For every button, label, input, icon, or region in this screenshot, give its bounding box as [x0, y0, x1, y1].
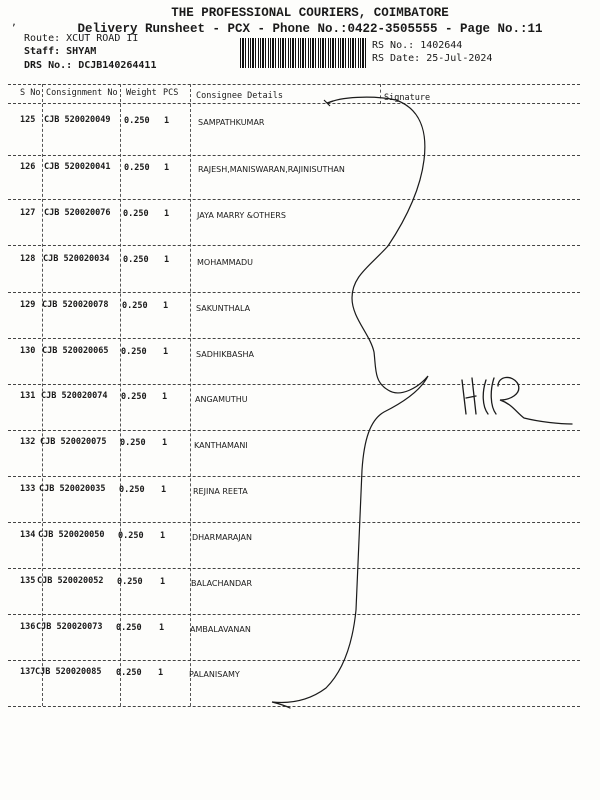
row-pcs: 1 [164, 163, 170, 173]
row-consignment: CJB 520020073 [36, 622, 103, 632]
row-consignee: RAJESH,MANISWARAN,RAJINISUTHAN [198, 165, 345, 174]
row-sno: 131 [20, 391, 36, 401]
col-consignee: Consignee Details [196, 91, 283, 101]
row-consignee: SAKUNTHALA [196, 304, 251, 313]
row-consignment: CJB 520020065 [42, 346, 109, 356]
row-pcs: 1 [160, 531, 166, 541]
row-consignment: CJB 520020050 [38, 530, 105, 540]
row-consignee: REJINA REETA [193, 487, 248, 496]
row-consignment: CJB 520020035 [39, 484, 106, 494]
row-sno: 130 [20, 346, 36, 356]
row-weight: 0.250 [116, 668, 142, 678]
row-consignment: CJB 520020075 [40, 437, 107, 447]
row-weight: 0.250 [120, 438, 146, 448]
route-value: XCUT ROAD II [66, 33, 139, 44]
staff-label: Staff: [24, 46, 61, 57]
row-consignee: BALACHANDAR [191, 579, 253, 588]
row-weight: 0.250 [119, 485, 145, 495]
drs-value: DCJB140264411 [78, 60, 157, 71]
row-consignee: KANTHAMANI [194, 441, 248, 450]
row-consignment: CJB 520020041 [44, 162, 111, 172]
row-sno: 134 [20, 530, 36, 540]
staff-value: SHYAM [66, 46, 97, 57]
row-consignee: AMBALAVANAN [190, 625, 251, 634]
row-pcs: 1 [159, 623, 165, 633]
rs-date-label: RS Date: [372, 53, 421, 64]
rs-date-value: 25-Jul-2024 [426, 53, 493, 64]
col-pcs: PCS [163, 88, 179, 98]
row-pcs: 1 [158, 668, 164, 678]
row-pcs: 1 [161, 485, 167, 495]
row-sno: 128 [20, 254, 36, 264]
row-weight: 0.250 [122, 301, 148, 311]
col-sno: S No [20, 88, 41, 98]
row-weight: 0.250 [116, 623, 142, 633]
row-weight: 0.250 [121, 392, 147, 402]
row-sno: 136 [20, 622, 36, 632]
row-sno: 125 [20, 115, 36, 125]
row-sno: 133 [20, 484, 36, 494]
row-consignee: JAYA MARRY &OTHERS [197, 211, 286, 220]
company-title: THE PROFESSIONAL COURIERS, COIMBATORE [171, 6, 449, 20]
col-weight: Weight [126, 88, 157, 98]
row-sno: 137 [20, 667, 36, 677]
row-pcs: 1 [164, 116, 170, 126]
row-sno: 127 [20, 208, 36, 218]
row-consignment: CJB 520020085 [35, 667, 102, 677]
row-consignee: ANGAMUTHU [195, 395, 248, 404]
row-weight: 0.250 [123, 255, 149, 265]
row-weight: 0.250 [118, 531, 144, 541]
col-signature: Signature [384, 93, 431, 103]
row-pcs: 1 [160, 577, 166, 587]
row-consignee: DHARMARAJAN [192, 533, 252, 542]
row-weight: 0.250 [123, 209, 149, 219]
route-label: Route: [24, 33, 61, 44]
rs-no-label: RS No.: [372, 40, 415, 51]
row-weight: 0.250 [124, 163, 150, 173]
row-pcs: 1 [163, 301, 169, 311]
stray-mark: , [11, 17, 18, 28]
row-pcs: 1 [162, 392, 168, 402]
row-pcs: 1 [164, 255, 170, 265]
row-weight: 0.250 [124, 116, 150, 126]
row-consignee: SAMPATHKUMAR [198, 118, 265, 127]
row-sno: 135 [20, 576, 36, 586]
row-sno: 132 [20, 437, 36, 447]
col-consignment: Consignment No [46, 88, 118, 98]
runsheet-title: Delivery Runsheet - PCX - Phone No.:0422-3505555 - Page No.:11 [77, 22, 543, 36]
row-pcs: 1 [163, 347, 169, 357]
row-pcs: 1 [162, 438, 168, 448]
row-consignment: CJB 520020078 [42, 300, 109, 310]
row-consignee: PALANISAMY [189, 670, 240, 679]
row-sno: 129 [20, 300, 36, 310]
row-consignment: CJB 520020034 [43, 254, 110, 264]
row-consignment: CJB 520020076 [44, 208, 111, 218]
row-consignment: CJB 520020049 [44, 115, 111, 125]
row-weight: 0.250 [121, 347, 147, 357]
drs-label: DRS No.: [24, 60, 73, 71]
row-consignment: CJB 520020052 [37, 576, 104, 586]
row-consignment: CJB 520020074 [41, 391, 108, 401]
row-consignee: SADHIKBASHA [196, 350, 255, 359]
row-consignee: MOHAMMADU [197, 258, 253, 267]
rs-no-value: 1402644 [420, 40, 463, 51]
row-weight: 0.250 [117, 577, 143, 587]
row-sno: 126 [20, 162, 36, 172]
row-pcs: 1 [164, 209, 170, 219]
